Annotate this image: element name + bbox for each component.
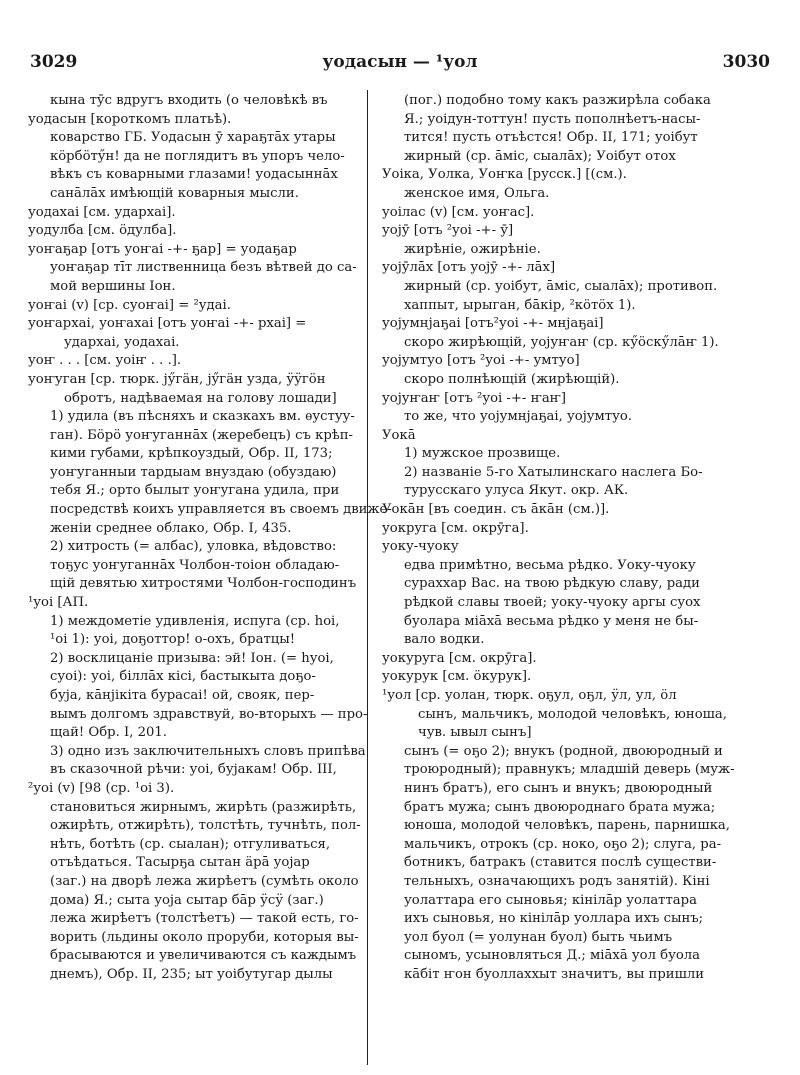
dictionary-line: становиться жирнымъ, жирѣть (разжирѣть, — [50, 799, 357, 815]
dictionary-line: кӧрбӧтӳн! да не поглядитъ въ упоръ чело- — [50, 148, 345, 164]
dictionary-line: уолаттара его сыновья; кінілāр уолаттара — [404, 892, 697, 908]
dictionary-line: лежа жирѣетъ (толстѣетъ) — такой есть, го- — [50, 911, 359, 927]
dictionary-line: 2) хитрость (= албас), уловка, вѣдовство: — [50, 539, 337, 555]
dictionary-line: тельныхъ, означающихъ родъ занятій). Кіні — [404, 873, 710, 889]
dictionary-line: уојуҥаҥ [отъ ²уоі -+- ҥаҥ] — [382, 390, 567, 406]
dictionary-line: уоҥуган [ср. тюрк. јӳгӓн, јӳгӓн узда, ӱӱгӧн — [28, 371, 326, 387]
dictionary-line: вѣкъ съ коварными глазами! уодасыннāх — [50, 167, 338, 183]
dictionary-line: нинъ братъ), его сынъ и внукъ; двоюродный — [404, 780, 713, 796]
dictionary-line: 1) мужское прозвище. — [404, 446, 561, 462]
dictionary-line: мой вершины Іон. — [50, 278, 176, 294]
dictionary-line: суоі): уоі, біллāх кісі, бастыкыта доҕо- — [50, 669, 316, 685]
dictionary-line: уол буол (= уолунан буол) быть чьимъ — [404, 929, 673, 945]
dictionary-line: едва примѣтно, весьма рѣдко. Уоку-чуоку — [404, 557, 696, 573]
dictionary-line: кими губами, крѣпкоуздый, Обр. II, 173; — [50, 446, 333, 462]
dictionary-line: дома) Я.; сыта уоја сытар бāр ӱсӱ (заг.) — [50, 892, 324, 908]
dictionary-line: хаппыт, ырыган, бāкір, ²кӧтӧх 1). — [404, 297, 636, 313]
dictionary-line: братъ мужа; сынъ двоюроднаго брата мужа; — [404, 799, 716, 815]
dictionary-line: уоҥ . . . [см. уоіҥ . . .]. — [28, 353, 182, 369]
dictionary-line: (пог.) подобно тому какъ разжирѣла собака — [404, 93, 711, 108]
dictionary-line: скоро полнѣющій (жирѣющій). — [404, 371, 620, 387]
dictionary-line: чув. ывыл сынъ] — [418, 725, 532, 741]
dictionary-line: вымъ долгомъ здравствуй, во-вторыхъ — про- — [50, 706, 368, 722]
column-divider — [367, 90, 368, 1065]
dictionary-line: уоҥархаі, уоҥахаі [отъ уоҥаі -+- рхаі] = — [28, 316, 307, 332]
dictionary-line: тится! пусть отъѣстся! Обр. II, 171; уоібут — [404, 130, 698, 146]
dictionary-line: отъѣдаться. Тасырҕа сытан ӓрā уојар — [50, 855, 310, 871]
dictionary-line: сураххар Вас. на твою рѣдкую славу, ради — [404, 576, 700, 592]
dictionary-line: ¹уоі [АП. — [28, 595, 89, 611]
dictionary-line: удархаі, уодахаі. — [64, 334, 180, 350]
dictionary-line: уодасын [короткомъ платьѣ). — [28, 111, 232, 127]
dictionary-line: брасываются и увеличиваются съ каждымъ — [50, 948, 357, 964]
dictionary-line: рѣдкой славы твоей; уоку-чуоку аргы суох — [404, 595, 701, 611]
dictionary-line: уоку-чуоку — [382, 539, 459, 555]
dictionary-line: сынъ (= оҕо 2); внукъ (родной, двоюродный и — [404, 743, 723, 759]
dictionary-line: уокруга [см. окрӯга]. — [382, 520, 529, 536]
dictionary-line: кāбіт ҥон буоллаххыт значитъ, вы пришли — [404, 966, 705, 982]
dictionary-line: сыномъ, усыновляться Д.; міāхā уол буола — [404, 948, 701, 964]
page-number-left: 3029 — [30, 52, 78, 72]
dictionary-line: коварство ГБ. Уодасын ӯ хараҕтāх утары — [50, 130, 336, 146]
dictionary-line: жирѣніе, ожирѣніе. — [404, 241, 541, 257]
dictionary-line: уокуруга [см. окрӯга]. — [382, 650, 537, 666]
dictionary-line: троюродный); правнукъ; младшій деверь (муж- — [404, 762, 735, 778]
dictionary-line: юноша, молодой человѣкъ, парень, парнишка, — [404, 818, 730, 834]
dictionary-line: посредствѣ коихъ управляется въ своемъ движе- — [50, 502, 392, 518]
dictionary-line: мальчикъ, отрокъ (ср. ноко, оҕо 2); слуга, ра- — [404, 836, 722, 852]
dictionary-line: Уокāн [въ соедин. съ āкāн (см.)]. — [382, 502, 610, 518]
dictionary-line: ботникъ, батракъ (ставится послѣ существи- — [404, 855, 717, 871]
dictionary-line: ¹уол [ср. уолан, тюрк. оҕул, оҕл, ӱл, ул, ӧл — [382, 688, 677, 703]
dictionary-line: щій девятью хитростями Чолбон-господинъ — [50, 576, 357, 592]
running-title: уодасын — ¹уол — [322, 52, 478, 72]
dictionary-line: кына тӯс вдругъ входить (о человѣкѣ въ — [50, 93, 328, 108]
right-column — [382, 92, 774, 985]
dictionary-line: ¹оі 1): уоі, доҕоттор! о-охъ, братцы! — [50, 632, 296, 648]
dictionary-line: тоҕус уоҥуганнāх Чолбон-тоіон обладаю- — [50, 557, 340, 573]
dictionary-line: сынъ, мальчикъ, молодой человѣкъ, юноша, — [418, 706, 727, 722]
dictionary-line: 3) одно изъ заключительныхъ словъ припѣва — [50, 743, 366, 759]
dictionary-line: 1) удила (въ пѣсняхъ и сказкахъ вм. ѳустуу- — [50, 409, 355, 425]
dictionary-line: уоҥаҕар [отъ уоҥаі -+- ҕар] = уодаҕар — [28, 241, 297, 257]
left-column — [28, 92, 392, 985]
dictionary-line: уодулба [см. ӧдулба]. — [28, 223, 177, 239]
dictionary-line: (заг.) на дворѣ лежа жирѣетъ (сумѣть около — [50, 873, 359, 889]
dictionary-line: буолара міāхā весьма рѣдко у меня не бы- — [404, 613, 699, 629]
dictionary-line: 2) названіе 5-го Хатылинскаго наслега Бо- — [404, 464, 703, 480]
dictionary-line: санāлāх имѣющій коварныя мысли. — [50, 185, 299, 201]
dictionary-line: Уокā — [382, 427, 416, 443]
page-header — [30, 52, 770, 80]
dictionary-line: ган). Бӧрӧ уоҥуганнāх (жеребецъ) съ крѣп- — [50, 427, 353, 443]
dictionary-line: щай! Обр. I, 201. — [50, 725, 167, 741]
dictionary-line: ²уоі (v) [98 (ср. ¹оі 3). — [28, 780, 175, 796]
dictionary-line: днемъ), Обр. II, 235; ыт уоібутугар дылы — [50, 966, 333, 982]
dictionary-line: турусскаго улуса Якут. окр. АК. — [404, 483, 629, 499]
dictionary-line: женское имя, Ольга. — [404, 185, 550, 201]
dictionary-line: скоро жирѣющій, уојуҥаҥ (ср. кӳӧскӳлāҥ 1). — [404, 334, 719, 350]
dictionary-line: нѣть, ботѣть (ср. сыалан); отгуливаться, — [50, 836, 331, 852]
dictionary-line: уоҥуганныи тардыам внуздаю (обуздаю) — [50, 464, 337, 480]
dictionary-line: 1) междометіе удивленія, испуга (ср. һоі, — [50, 613, 340, 629]
dictionary-line: Я.; уоідун-тоттун! пусть пополнѣетъ-насы- — [404, 111, 701, 127]
dictionary-line: въ сказочной рѣчи: уоі, бујакам! Обр. III, — [50, 762, 337, 778]
dictionary-line: уојӯлāх [отъ уојӯ -+- лāх] — [382, 260, 556, 276]
dictionary-line: уојумнјаҕаі [отъ²уоі -+- мнјаҕаі] — [382, 316, 604, 332]
dictionary-line: жирный (ср. уоібут, āміс, сыалāх); противоп. — [404, 278, 718, 294]
dictionary-line: буја, кāнјікіта бурасаі! ой, свояк, пер- — [50, 688, 315, 703]
dictionary-line: ворить (льдины около проруби, которыя вы- — [50, 929, 359, 945]
dictionary-line: 2) восклицаніе призыва: эй! Іон. (= һуоі, — [50, 650, 334, 666]
dictionary-line: уојӯ [отъ ²уоі -+- ӯ] — [382, 223, 514, 239]
dictionary-line: уодахаі [см. удархаі]. — [28, 204, 176, 220]
dictionary-line: уојумтуо [отъ ²уоі -+- умтуо] — [382, 353, 580, 369]
dictionary-line: женіи среднее облако, Обр. I, 435. — [50, 520, 292, 536]
dictionary-line: вало водки. — [404, 632, 485, 648]
dictionary-line: обротъ, надѣваемая на голову лошади] — [64, 390, 337, 406]
dictionary-line: ихъ сыновья, но кінілāр уоллара ихъ сынъ; — [404, 911, 704, 927]
dictionary-line: Уоіка, Уолка, Уоҥка [русск.] [(см.). — [382, 167, 627, 183]
dictionary-line: уоҥаҕар тīт лиственница безъ вѣтвей до са- — [50, 260, 357, 276]
dictionary-line: уокурук [см. ӧкурук]. — [382, 669, 532, 685]
dictionary-line: уоілас (v) [см. уоҥас]. — [382, 204, 535, 220]
dictionary-line: уоҥаі (v) [ср. суоҥаі] = ²удаі. — [28, 297, 231, 313]
dictionary-line: жирный (ср. āміс, сыалāх); Уоібут отох — [404, 148, 676, 164]
dictionary-line: ожирѣть, отжирѣть), толстѣть, тучнѣть, пол- — [50, 818, 361, 834]
dictionary-line: то же, что уојумнјаҕаі, уојумтуо. — [404, 409, 632, 425]
dictionary-line: тебя Я.; орто былыт уоҥугана удила, при — [50, 483, 340, 499]
page-number-right: 3030 — [722, 52, 770, 72]
